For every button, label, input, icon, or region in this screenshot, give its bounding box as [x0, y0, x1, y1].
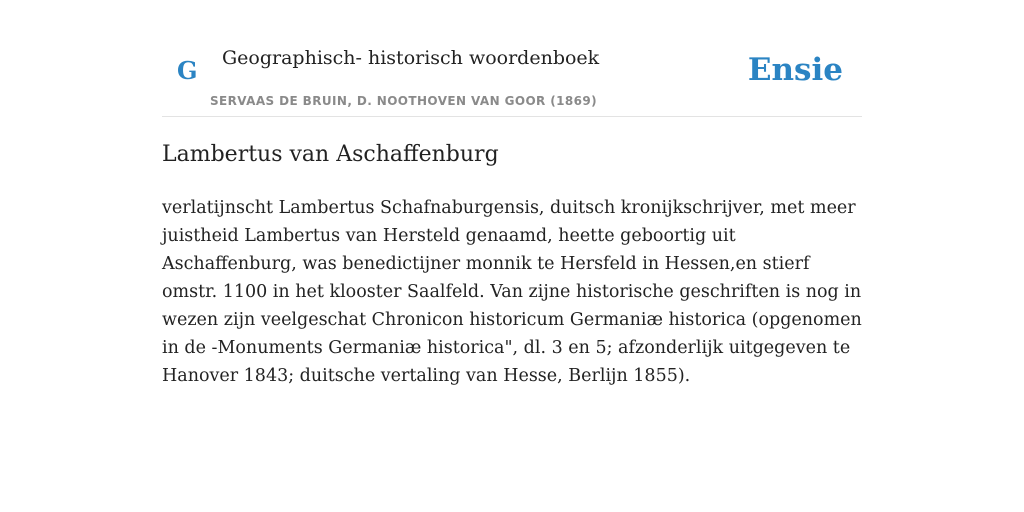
book-author: SERVAAS DE BRUIN, D. NOOTHOVEN VAN GOOR (1869)	[210, 94, 598, 108]
book-letter-badge[interactable]: G	[177, 56, 198, 85]
book-title-link[interactable]: Geographisch- historisch woordenboek	[222, 47, 600, 69]
entry-title: Lambertus van Aschaffenburg	[162, 142, 499, 167]
book-header	[162, 0, 862, 117]
entry-body: verlatijnscht Lambertus Schafnaburgensis, duitsch kronijkschrijver, met meer juistheid Lambertus van Hersteld genaamd, heette geboortig uit Aschaffenburg, was benedictijner monnik te Hersfeld in Hessen,en stierf omstr. 1100 in het klooster Saalfeld. Van zijne historische geschriften is nog in wezen zijn veelgeschat Chronicon historicum Germaniæ historica (opgenomen in de -Monuments Germaniæ historica", dl. 3 en 5; afzonderlijk uitgegeven te Hanover 1843; duitsche vertaling van Hesse, Berlijn 1855).	[162, 198, 862, 386]
ensie-logo-link[interactable]: Ensie	[747, 52, 843, 88]
article	[162, 136, 862, 390]
